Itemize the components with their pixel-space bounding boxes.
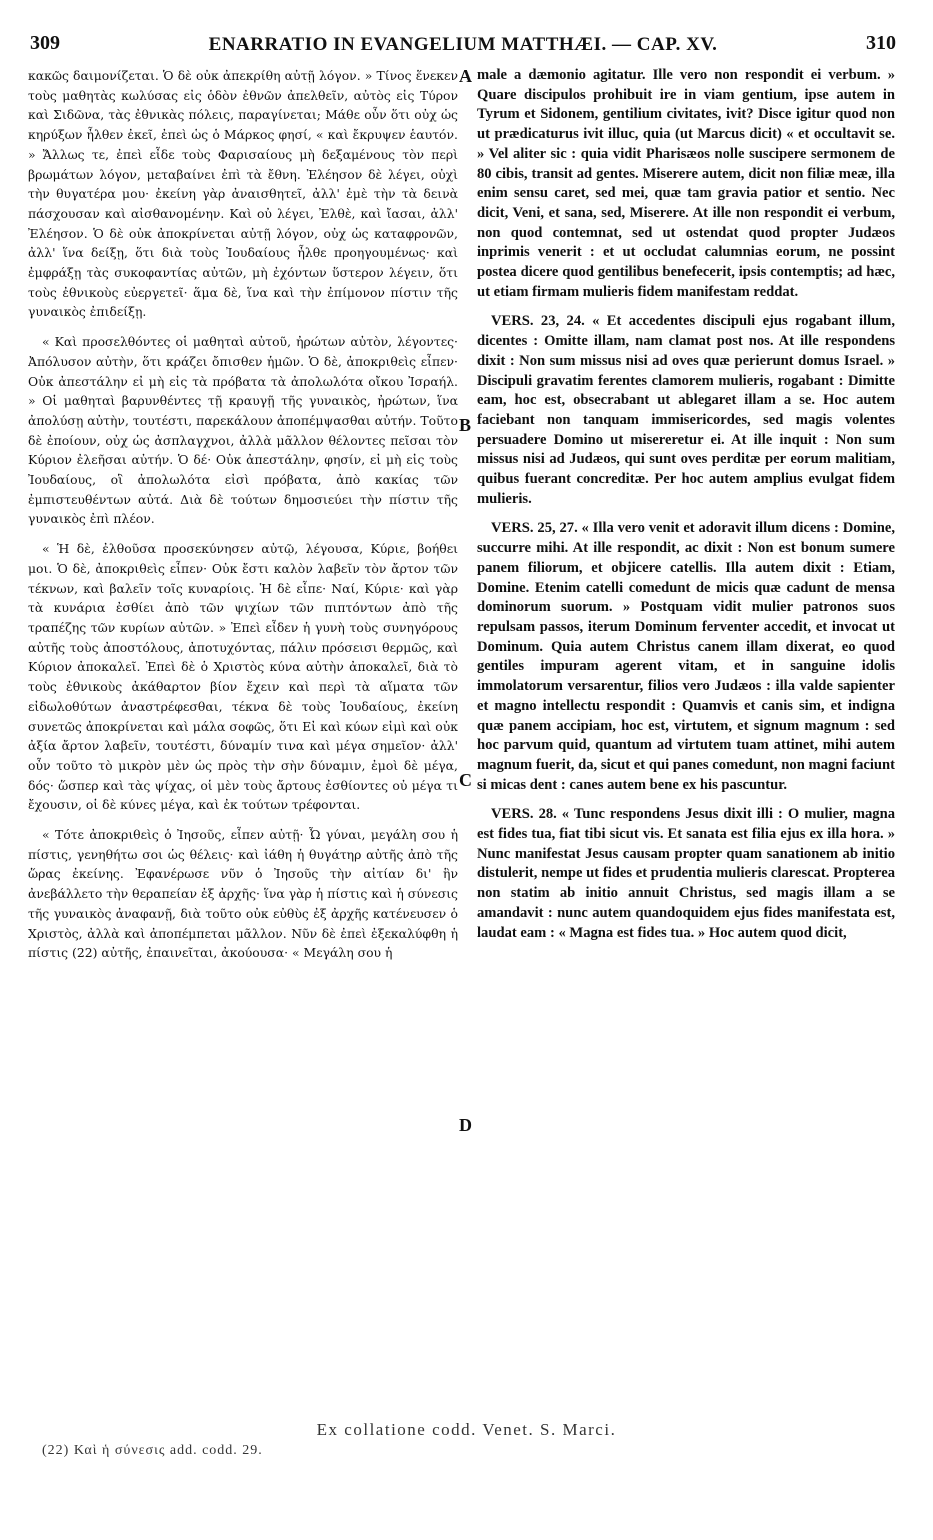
page-header [30,32,896,62]
greek-paragraph: « Καὶ προσελθόντες οἱ μαθηταὶ αὐτοῦ, ἠρώτων αὐτὸν, λέγοντες· Ἀπόλυσον αὐτὴν, ὅτι κράζει ὄπισθεν ἡμῶν. Ὁ δὲ, ἀποκριθεὶς εἶπεν· Οὐκ ἀπεστάλην εἰ μὴ εἰς τὰ πρόβατα τὰ ἀπολωλότα οἴκου Ἰσραήλ. » Οἱ μαθηταὶ βαρυνθέντες τῇ κραυγῇ τῆς γυναικὸς, ἠρώτων, ἵνα ἀπολύσῃ αὐτὴν, τουτέστι, παρεκάλουν ἀποπέμψασθαι αὐτήν. Τοῦτο δὲ ἐποίουν, οὐχ ὡς ἀσπλαγχνοι, ἀλλὰ μᾶλλον θέλοντες πεῖσαι τὸν Κύριον ἐλεῆσαι αὐτήν. Ὁ δέ· Οὐκ ἀπεστάλην, φησίν, εἰ μὴ εἰς τοὺς Ἰουδαίους, οἳ ἀπολωλότα εἰσὶ πρόβατα, ἀπὸ κακίας τῶν ἐμπιστευθέντων αὐτά. Διὰ δὲ τούτων δημοσιεύει τὴν πίστιν τῆς γυναικὸς ἐπὶ πλέον. [28,334,458,527]
running-title: ENARRATIO IN EVANGELIUM MATTHÆI. — CAP. XV. [208,34,718,55]
section-marker-b: B [459,415,472,435]
section-marker-c: C [459,770,472,790]
footnote: (22) Καὶ ἡ σύνεσις add. codd. 29. [42,1443,263,1458]
greek-column [28,66,458,1421]
greek-paragraph: « Τότε ἀποκριθεὶς ὁ Ἰησοῦς, εἶπεν αὐτῇ· Ὦ γύναι, μεγάλη σου ἡ πίστις, γενηθήτω σοι ὡς θέλεις· καὶ ἰάθη ἡ θυγάτηρ αὐτῆς ἀπὸ τῆς ὥρας ἐκείνης. Ἐφανέρωσε νῦν ὁ Ἰησοῦς τὴν αἰτίαν δι' ἣν ἀνεβάλλετο τὴν θεραπείαν ἐξ ἀρχῆς· ἵνα γὰρ ἡ πίστις καὶ ἡ σύνεσις τῆς γυναικὸς ἀναφανῇ, διὰ τοῦτο οὐκ εὐθὺς ἐξ ἀρχῆς κατένευσεν ὁ Χριστὸς, ἀλλὰ καὶ ἀποπέμπεται μᾶλλον. Νῦν δὲ ἐπεὶ ἐξεκαλύφθη ἡ πίστις (22) αὐτῆς, ἐπαινεῖται, ἀκούουσα· « Μεγάλη σου ἡ [28,827,458,961]
page-number-left: 309 [30,32,60,54]
latin-paragraph: VERS. 23, 24. « Et accedentes discipuli ejus rogabant illum, dicentes : Omitte illam, nam clamat post nos. At ille respondens dixit : Non sum missus nisi ad oves quæ perierunt domus Israel. » Discipuli gravatim ferentes clamorem mulieris, rogabant : Dimitte eam, hoc est, obsecrabant ut ablegaret illam a se. Hoc autem faciebant non tanquam immisericordes, sed magis volentes persuadere Domino ut misereretur ei. At ille inquit : Non sum missus nisi ad Judæos, qui sunt oves perditæ per eorum malitiam, quibus fuerant concreditæ. Per hoc autem amplius evulgat fidem mulieris. [477,313,895,507]
section-marker-d: D [459,1115,472,1135]
section-marker-a: A [459,66,472,86]
latin-paragraph: VERS. 25, 27. « Illa vero venit et adoravit illum dicens : Domine, succurre mihi. At ille respondit, ac dixit : Non est bonum sumere panem filiorum, et objicere catellis. Illa autem dixit : Etiam, Domine. Etenim catelli comedunt de micis quæ cadunt de mensa dominorum suorum. » Postquam vidit mulier patronos suos repulsam passos, iterum Dominum ferventer accedit, et invocat ut Dominum. Quia autem Christus canem illam dixerat, eo quod gentiles impuram agerent vitam, et in sanguine idolis immolatorum versarentur, filios vero Judæos : illa valde sapienter et magno intellectu respondit : Quamvis et canis sim, et indigna quæ panem accipiam, hoc est, virtutem, et signum magnum : sed hoc parvum quid, quantum ad virtutem tuam attinet, mihi autem magnum fuerit, da, sicut et qui panes comedunt, non magni faciunt si micas dent : canes autem bene ex his pascuntur. [477,520,895,793]
latin-paragraph: male a dæmonio agitatur. Ille vero non respondit ei verbum. » Quare discipulos prohibuit ire in viam gentium, ipse autem in Tyrum et Sidonem, gentilium civitates, ivit? Disce igitur quod non ut prædicaturus ivit illuc, quia (ut Marcus dicit) « et occultavit se. » Vel aliter sic : quia vidit Pharisæos nolle suscipere sermonem de 80 cibis, transit ad gentes. Miserere autem, dicit non filiæ meæ, illa enim sensu caret, sed mei, quæ tam gravia patior et sentio. Nec dicit, Veni, et sana, sed, Miserere. At ille non respondit ei verbum, non quod contemnat, sed ut ostendat quod propter Judæos inprimis venerit : et ut occludat calumnias eorum, ne possint postea dicere quod gentilibus benefecerit, ipsis contemptis; ad hæc, ut etiam firmam mulieris fidem manifestam reddat. [477,67,895,300]
greek-paragraph: κακῶς δαιμονίζεται. Ὁ δὲ οὐκ ἀπεκρίθη αὐτῇ λόγον. » Τίνος ἕνεκεν τοὺς μαθητὰς κωλύσας εἰς ὁδὸν ἐθνῶν ἀπελθεῖν, αὐτὸς εἰς Τύρον καὶ Σιδῶνα, τὰς ἐθνικὰς πόλεις, παραγίνεται; Μάθε οὖν ὅτι οὐχ ὡς κηρύξων ἦλθεν ἐκεῖ, ἐπεὶ ὡς ὁ Μάρκος φησί, « καὶ ἔκρυψεν ἑαυτόν. » Ἄλλως τε, ἐπεὶ εἶδε τοὺς Φαρισαίους μὴ δεξαμένους τὸν περὶ βρωμάτων λόγον, μεταβαίνει ἐπὶ τὰ ἔθνη. Ἐλέησον δὲ λέγει, οὐχὶ τὴν θυγατέρα μου· ἐκείνη γὰρ ἀναισθητεῖ, ἀλλ' ἐμὲ τὴν τὰ δεινὰ πάσχουσαν καὶ αἰσθανομένην. Καὶ οὐ λέγει, Ἐλθὲ, καὶ ἴασαι, ἀλλ' Ἐλέησον. Ὁ δὲ οὐκ ἀποκρίνεται αὐτῇ λόγον, οὐχ ὡς καταφρονῶν, ἀλλ' ἵνα δείξῃ, ὅτι διὰ τοὺς Ἰουδαίους ἦλθε προηγουμένως· καὶ ἐμφράξῃ τὰς συκοφαντίας αὐτῶν, μὴ ἐχόντων ὕστερον λέγειν, ὅτι τοὺς ἐθνικοὺς εὐεργετεῖ· ἅμα δὲ, ἵνα καὶ τὴν ἐπίμονον πίστιν τῆς γυναικὸς ἐπιδείξῃ. [28,68,458,320]
latin-paragraph: VERS. 28. « Tunc respondens Jesus dixit illi : O mulier, magna est fides tua, fiat tibi sicut vis. Et sanata est filia ejus ex illa hora. » Nunc manifestat Jesus causam propter quam sanationem ab initio distulerit, nempe ut fides et prudentia mulieris clarescat. Propterea non statim ab initio annuit Christus, sed magis illam a se amandavit : nunc autem quandoquidem ejus fides manifestata est, laudat eam : « Magna est fides tua. » Hoc autem quod dicit, [477,806,895,941]
collation-note: Ex collatione codd. Venet. S. Marci. [316,1420,617,1439]
greek-paragraph: « Ἡ δὲ, ἐλθοῦσα προσεκύνησεν αὐτῷ, λέγουσα, Κύριε, βοήθει μοι. Ὁ δὲ, ἀποκριθεὶς εἶπεν· Οὐκ ἔστι καλὸν λαβεῖν τὸν ἄρτον τῶν τέκνων, καὶ βαλεῖν τοῖς κυναρίοις. Ἡ δὲ εἶπε· Ναί, Κύριε· καὶ γὰρ τὰ κυνάρια ἐσθίει ἀπὸ τῶν ψιχίων τῶν πιπτόντων ἀπὸ τῆς τραπέζης τῶν κυρίων αὐτῶν. » Ἐπεὶ εἶδεν ἡ γυνὴ τοὺς συνηγόρους αὐτῆς τοὺς ἀποστόλους, ἀποτυχόντας, πάλιν πρόσεισι θερμῶς, καὶ Κύριον ἀποκαλεῖ. Ἐπεὶ δὲ ὁ Χριστὸς κύνα αὐτὴν ἀποκαλεῖ, διὰ τὸ τοὺς ἐθνικοὺς ἀκάθαρτον βίον ἔχειν καὶ περὶ τὰ αἵματα τῶν εἰδωλοθύτων ἀναστρέφεσθαι, τέκνα δὲ τοὺς Ἰουδαίους, ἐκείνη συνετῶς ἀποκρίνεται καὶ μάλα σοφῶς, ὅτι Εἰ καὶ κύων εἰμὶ καὶ οὐκ ἀξία ἄρτον λαβεῖν, τουτέστι, δύναμίν τινα καὶ μέγα σημεῖον· ἀλλ' οὖν τοῦτο τὸ μικρὸν μὲν ὡς πρὸς τὴν σὴν δύναμιν, ἐμοὶ δὲ μέγα, δός· ὥσπερ καὶ τὰς ψίχας, οἱ μὲν τοὺς ἄρτους ἐσθίοντες οὐ μέγα τι ἔχουσιν, οἱ δὲ κύνες μέγα, καὶ ἐκ τούτων τρέφονται. [28,541,458,813]
page-number-right: 310 [866,32,896,54]
latin-column [477,66,895,1421]
